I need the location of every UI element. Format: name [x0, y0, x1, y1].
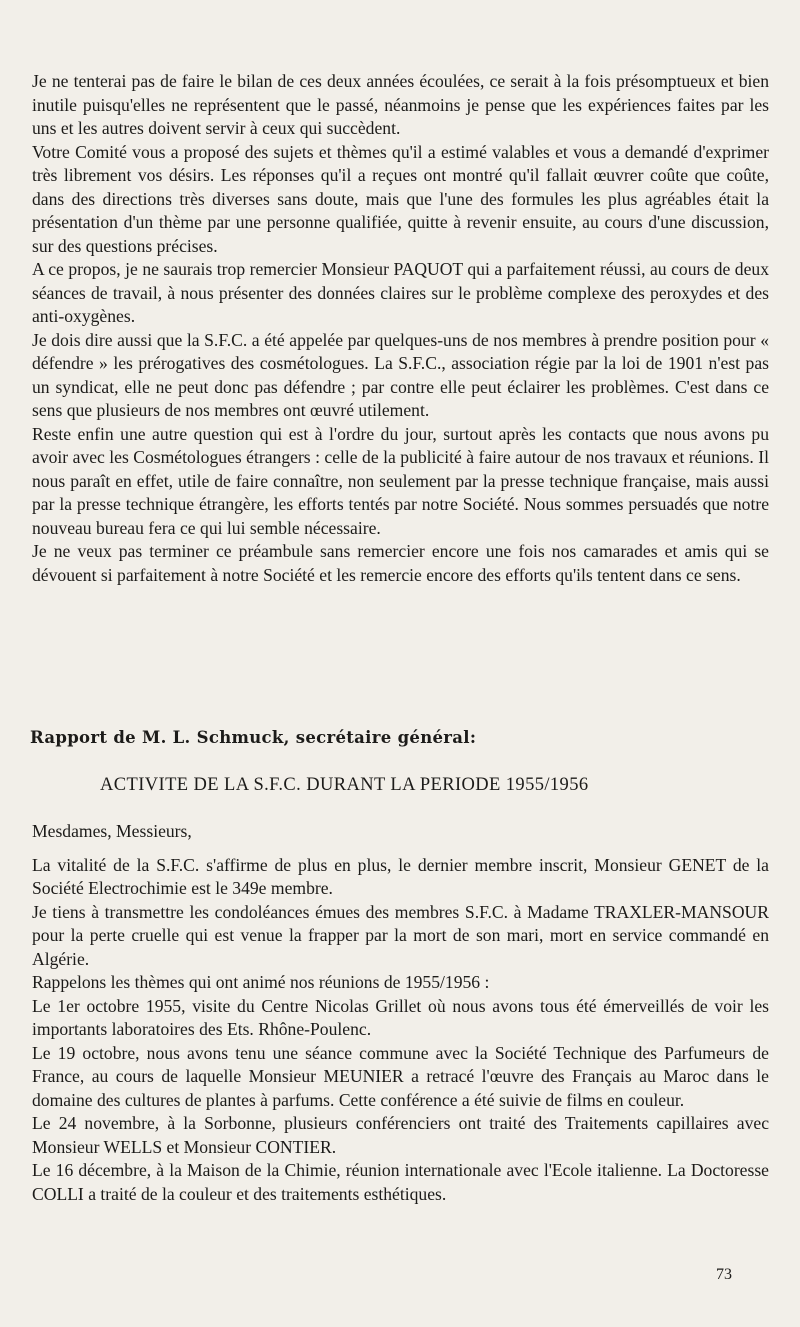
preamble-paragraph: Je ne tenterai pas de faire le bilan de ces deux années écoulées, ce serait à la fois présomptueux et bien inutile puisqu'elles ne représentent que le passé, néanmoins je pense que les expériences faites par les uns et les autres doivent servir à ceux qui succèdent.	[32, 71, 769, 138]
report-body	[32, 820, 769, 1206]
salutation: Mesdames, Messieurs,	[32, 821, 192, 841]
report-paragraph: Le 1er octobre 1955, visite du Centre Nicolas Grillet où nous avons tous été émerveillés de voir les importants laboratoires des Ets. Rhône-Poulenc.	[32, 995, 769, 1039]
preamble-paragraph: A ce propos, je ne saurais trop remercier Monsieur PAQUOT qui a parfaitement réussi, au cours de deux séances de travail, à nous présenter des données claires sur le problème complexe des peroxydes et des anti-oxygènes.	[32, 259, 769, 326]
page-number: 73	[716, 1266, 732, 1283]
report-paragraph: Le 24 novembre, à la Sorbonne, plusieurs conférenciers ont traité des Traitements capillaires avec Monsieur WELLS et Monsieur CONTIER.	[32, 1113, 769, 1157]
report-paragraph: Le 16 décembre, à la Maison de la Chimie, réunion internationale avec l'Ecole italienne. La Doctoresse COLLI a traité de la couleur et des traitements esthétiques.	[32, 1160, 769, 1204]
report-paragraph: La vitalité de la S.F.C. s'affirme de plus en plus, le dernier membre inscrit, Monsieur GENET de la Société Electrochimie est le 349e membre.	[32, 854, 769, 898]
report-paragraph: Le 19 octobre, nous avons tenu une séance commune avec la Société Technique des Parfumeurs de France, au cours de laquelle Monsieur MEUNIER a retracé l'œuvre des Français au Maroc dans le domaine des cultures de plantes à parfums. Cette conférence a été suivie de films en couleur.	[32, 1042, 769, 1110]
preamble-section	[32, 70, 769, 587]
preamble-paragraph: Reste enfin une autre question qui est à l'ordre du jour, surtout après les contacts que nous avons pu avoir avec les Cosmétologues étrangers : celle de la publicité à faire autour de nos travaux et réunions. Il nous paraît en effet, utile de faire connaître, non seulement par la presse technique française, mais aussi par la presse technique étrangère, les efforts tentés par notre Société. Nous sommes persuadés que notre nouveau bureau fera ce qui lui semble nécessaire.	[32, 423, 769, 538]
activity-title: ACTIVITE DE LA S.F.C. DURANT LA PERIODE 1955/1956	[100, 775, 589, 795]
report-heading: Rapport de M. L. Schmuck, secrétaire général:	[30, 728, 477, 747]
preamble-paragraph: Je ne veux pas terminer ce préambule sans remercier encore une fois nos camarades et amis qui se dévouent si parfaitement à notre Société et les remercie encore des efforts qu'ils tentent dans ce sens.	[32, 541, 769, 585]
preamble-paragraph: Votre Comité vous a proposé des sujets et thèmes qu'il a estimé valables et vous a demandé d'exprimer très librement vos désirs. Les réponses qu'il a reçues ont montré qu'il fallait œuvrer coûte que coûte, dans des directions très diverses sans doute, mais que l'une des formules les plus agréables était la présentation d'un thème par une personne qualifiée, quitte à revenir ensuite, au cours d'une discussion, sur des questions précises.	[32, 141, 769, 256]
report-paragraph: Je tiens à transmettre les condoléances émues des membres S.F.C. à Madame TRAXLER-MANSOUR pour la perte cruelle qui est venue la frapper par la mort de son mari, mort en service commandé en Algérie.	[32, 901, 769, 969]
report-paragraph: Rappelons les thèmes qui ont animé nos réunions de 1955/1956 :	[32, 972, 490, 992]
preamble-paragraph: Je dois dire aussi que la S.F.C. a été appelée par quelques-uns de nos membres à prendre position pour « défendre » les prérogatives des cosmétologues. La S.F.C., association régie par la loi de 1901 n'est pas un syndicat, elle ne peut donc pas défendre ; par contre elle peut éclairer les problèmes. C'est dans ce sens que plusieurs de nos membres ont œuvré utilement.	[32, 329, 769, 420]
